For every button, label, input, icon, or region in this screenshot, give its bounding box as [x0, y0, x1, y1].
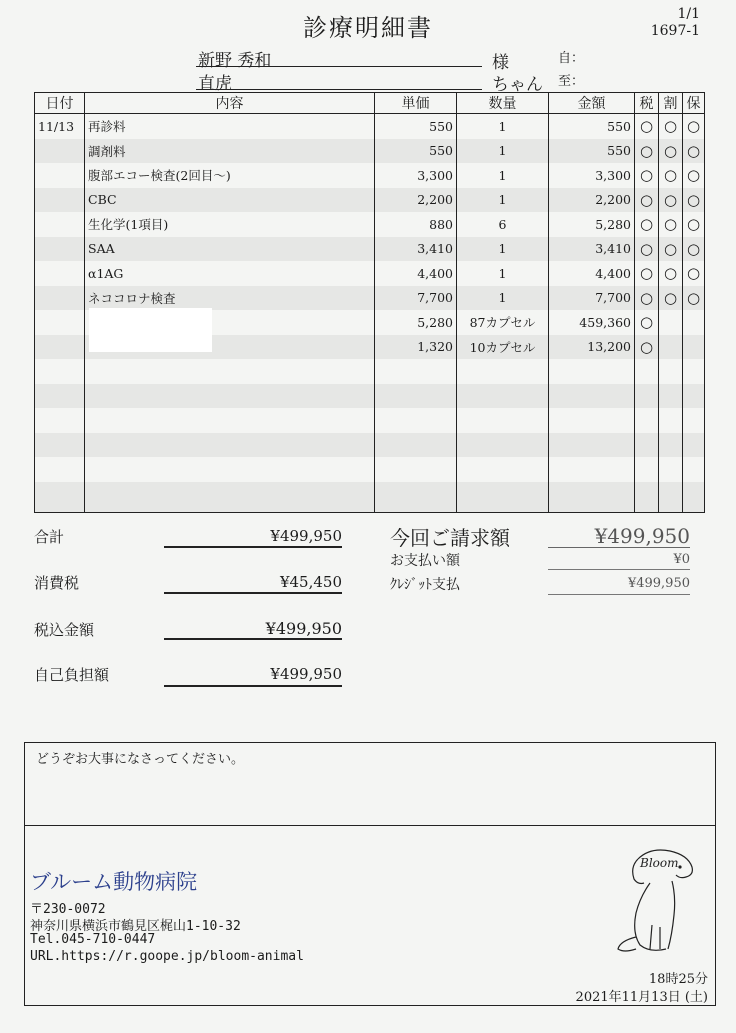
pet-name: 直虎: [198, 74, 232, 94]
cell-date: [35, 163, 85, 188]
cell-item: 調剤料: [85, 139, 375, 164]
cell-discount: ○: [659, 114, 683, 139]
cell-price: [375, 457, 457, 482]
cell-insurance: [683, 310, 705, 335]
cell-discount: [659, 359, 683, 384]
cell-discount: [659, 433, 683, 458]
cell-date: [35, 433, 85, 458]
tax-label: 消費税: [34, 574, 80, 592]
items-table: [34, 92, 705, 513]
cell-item: [85, 359, 375, 384]
dog-logo-icon: [610, 845, 706, 957]
cell-date: [35, 457, 85, 482]
cell-price: 5,280: [375, 310, 457, 335]
cell-insurance: [683, 384, 705, 409]
cell-amount: 550: [549, 114, 635, 139]
cell-insurance: ○: [683, 261, 705, 286]
table-header-row: [35, 93, 705, 114]
cell-price: [375, 482, 457, 513]
cell-insurance: ○: [683, 114, 705, 139]
cell-price: [375, 433, 457, 458]
page-info: [651, 6, 700, 40]
request-underline: [548, 547, 690, 548]
col-insurance: 保: [683, 93, 705, 114]
table-row: [35, 163, 705, 188]
pet-suffix: ちゃん: [492, 75, 543, 95]
col-date: 日付: [35, 93, 85, 114]
cell-insurance: [683, 335, 705, 360]
table-row: [35, 237, 705, 262]
cell-tax: ○: [635, 114, 659, 139]
cell-qty: [457, 457, 549, 482]
owner-suffix: 様: [492, 53, 509, 73]
cell-price: 7,700: [375, 286, 457, 311]
cell-qty: 10カプセル: [457, 335, 549, 360]
cell-date: [35, 408, 85, 433]
cell-price: 2,200: [375, 188, 457, 213]
cell-insurance: [683, 408, 705, 433]
redacted-area: [89, 308, 212, 352]
table-row: [35, 188, 705, 213]
credit-underline: [548, 594, 690, 595]
cell-insurance: [683, 433, 705, 458]
cell-amount: 13,200: [549, 335, 635, 360]
cell-tax: [635, 482, 659, 513]
cell-price: 880: [375, 212, 457, 237]
cell-tax: [635, 457, 659, 482]
owner-name: 新野 秀和: [198, 51, 272, 71]
table-row: [35, 482, 705, 513]
table-row: [35, 359, 705, 384]
owner-underline: [196, 66, 482, 67]
col-discount: 割: [659, 93, 683, 114]
issue-time: 18時25分: [648, 972, 708, 987]
cell-amount: 7,700: [549, 286, 635, 311]
cell-tax: ○: [635, 237, 659, 262]
cell-insurance: ○: [683, 237, 705, 262]
cell-discount: ○: [659, 139, 683, 164]
incl-value: ¥499,950: [265, 619, 342, 638]
cell-date: [35, 335, 85, 360]
cell-qty: [457, 408, 549, 433]
col-item: 内容: [85, 93, 375, 114]
cell-amount: 2,200: [549, 188, 635, 213]
incl-label: 税込金額: [34, 621, 95, 639]
cell-price: 4,400: [375, 261, 457, 286]
self-pay-label: 自己負担額: [34, 666, 110, 684]
table-row: [35, 384, 705, 409]
cell-discount: [659, 457, 683, 482]
cell-item: SAA: [85, 237, 375, 262]
table-row: [35, 261, 705, 286]
clinic-name: ブルーム動物病院: [30, 870, 198, 894]
cell-insurance: [683, 359, 705, 384]
cell-amount: [549, 482, 635, 513]
table-row: [35, 114, 705, 139]
cell-qty: 1: [457, 163, 549, 188]
document-title: 診療明細書: [303, 14, 433, 42]
cell-qty: 1: [457, 188, 549, 213]
cell-amount: 459,360: [549, 310, 635, 335]
total-underline: [164, 546, 342, 548]
cell-qty: 1: [457, 139, 549, 164]
cell-amount: [549, 457, 635, 482]
cell-discount: ○: [659, 286, 683, 311]
cell-price: 1,320: [375, 335, 457, 360]
cell-insurance: ○: [683, 188, 705, 213]
request-value: ¥499,950: [594, 524, 690, 548]
cell-date: [35, 384, 85, 409]
cell-qty: [457, 433, 549, 458]
incl-underline: [164, 638, 342, 640]
table-row: [35, 286, 705, 311]
cell-price: [375, 408, 457, 433]
cell-tax: [635, 408, 659, 433]
cell-price: 550: [375, 139, 457, 164]
cell-amount: 550: [549, 139, 635, 164]
cell-qty: 1: [457, 286, 549, 311]
cell-tax: ○: [635, 163, 659, 188]
paid-underline: [548, 569, 690, 570]
total-label: 合計: [34, 528, 65, 546]
cell-amount: 5,280: [549, 212, 635, 237]
cell-date: 11/13: [35, 114, 85, 139]
cell-insurance: ○: [683, 286, 705, 311]
pet-underline: [196, 89, 482, 90]
cell-item: [85, 482, 375, 513]
cell-amount: [549, 433, 635, 458]
cell-item: [85, 433, 375, 458]
cell-insurance: [683, 482, 705, 513]
cell-insurance: ○: [683, 163, 705, 188]
col-price: 単価: [375, 93, 457, 114]
cell-qty: 87カプセル: [457, 310, 549, 335]
cell-qty: 1: [457, 261, 549, 286]
cell-item: [85, 384, 375, 409]
cell-item: 再診料: [85, 114, 375, 139]
cell-insurance: ○: [683, 139, 705, 164]
cell-discount: ○: [659, 212, 683, 237]
cell-price: [375, 384, 457, 409]
cell-tax: [635, 433, 659, 458]
credit-value: ¥499,950: [627, 576, 690, 591]
cell-date: [35, 310, 85, 335]
cell-date: [35, 359, 85, 384]
cell-discount: ○: [659, 188, 683, 213]
cell-insurance: [683, 457, 705, 482]
cell-amount: 4,400: [549, 261, 635, 286]
cell-tax: [635, 384, 659, 409]
cell-amount: 3,410: [549, 237, 635, 262]
table-row: [35, 212, 705, 237]
cell-discount: [659, 310, 683, 335]
cell-item: 生化学(1項目): [85, 212, 375, 237]
cell-tax: ○: [635, 188, 659, 213]
cell-discount: [659, 384, 683, 409]
clinic-tel: Tel.045-710-0447: [30, 932, 156, 947]
message-divider: [24, 825, 716, 826]
cell-price: [375, 359, 457, 384]
page-number: 1/1: [677, 6, 700, 22]
cell-tax: ○: [635, 212, 659, 237]
table-row: [35, 433, 705, 458]
paid-label: お支払い額: [390, 553, 460, 569]
table-row: [35, 457, 705, 482]
cell-price: 3,410: [375, 237, 457, 262]
cell-tax: ○: [635, 335, 659, 360]
cell-amount: [549, 408, 635, 433]
logo-text: Bloom: [640, 856, 679, 870]
self-pay-underline: [164, 685, 342, 687]
cell-discount: [659, 335, 683, 360]
cell-item: [85, 457, 375, 482]
cell-discount: ○: [659, 261, 683, 286]
tax-value: ¥45,450: [279, 573, 342, 591]
cell-tax: ○: [635, 310, 659, 335]
clinic-url: URL.https://r.goope.jp/bloom-animal: [30, 949, 304, 964]
message-text: どうぞお大事になさってください。: [36, 752, 245, 767]
total-value: ¥499,950: [270, 527, 342, 545]
cell-date: [35, 286, 85, 311]
cell-date: [35, 261, 85, 286]
cell-discount: ○: [659, 237, 683, 262]
col-tax: 税: [635, 93, 659, 114]
cell-tax: ○: [635, 261, 659, 286]
col-qty: 数量: [457, 93, 549, 114]
cell-qty: [457, 384, 549, 409]
request-label: 今回ご請求額: [390, 526, 510, 550]
cell-date: [35, 237, 85, 262]
tax-underline: [164, 592, 342, 594]
table-row: [35, 139, 705, 164]
cell-tax: ○: [635, 139, 659, 164]
record-number: 1697-1: [650, 23, 700, 39]
cell-qty: [457, 482, 549, 513]
cell-discount: [659, 408, 683, 433]
cell-date: [35, 482, 85, 513]
clinic-postal: 〒230-0072: [30, 902, 106, 917]
cell-date: [35, 212, 85, 237]
cell-item: [85, 408, 375, 433]
cell-qty: [457, 359, 549, 384]
cell-date: [35, 139, 85, 164]
from-label: 自：: [558, 51, 585, 66]
cell-qty: 1: [457, 114, 549, 139]
cell-item: 腹部エコー検査(2回目～): [85, 163, 375, 188]
credit-label: ｸﾚｼﾞｯﾄ支払: [390, 577, 460, 593]
cell-item: CBC: [85, 188, 375, 213]
cell-amount: [549, 359, 635, 384]
cell-insurance: ○: [683, 212, 705, 237]
cell-tax: [635, 359, 659, 384]
cell-price: 550: [375, 114, 457, 139]
cell-amount: [549, 384, 635, 409]
clinic-address: 神奈川県横浜市鶴見区梶山1-10-32: [30, 919, 241, 934]
cell-qty: 1: [457, 237, 549, 262]
cell-tax: ○: [635, 286, 659, 311]
col-amount: 金額: [549, 93, 635, 114]
cell-discount: [659, 482, 683, 513]
cell-item: α1AG: [85, 261, 375, 286]
to-label: 至：: [558, 74, 585, 89]
self-pay-value: ¥499,950: [270, 665, 342, 683]
cell-item: ネココロナ検査: [85, 286, 375, 311]
cell-discount: ○: [659, 163, 683, 188]
cell-price: 3,300: [375, 163, 457, 188]
cell-qty: 6: [457, 212, 549, 237]
cell-date: [35, 188, 85, 213]
cell-amount: 3,300: [549, 163, 635, 188]
issue-date: 2021年11月13日 (土): [575, 990, 708, 1005]
paid-value: ¥0: [673, 552, 690, 567]
table-row: [35, 408, 705, 433]
